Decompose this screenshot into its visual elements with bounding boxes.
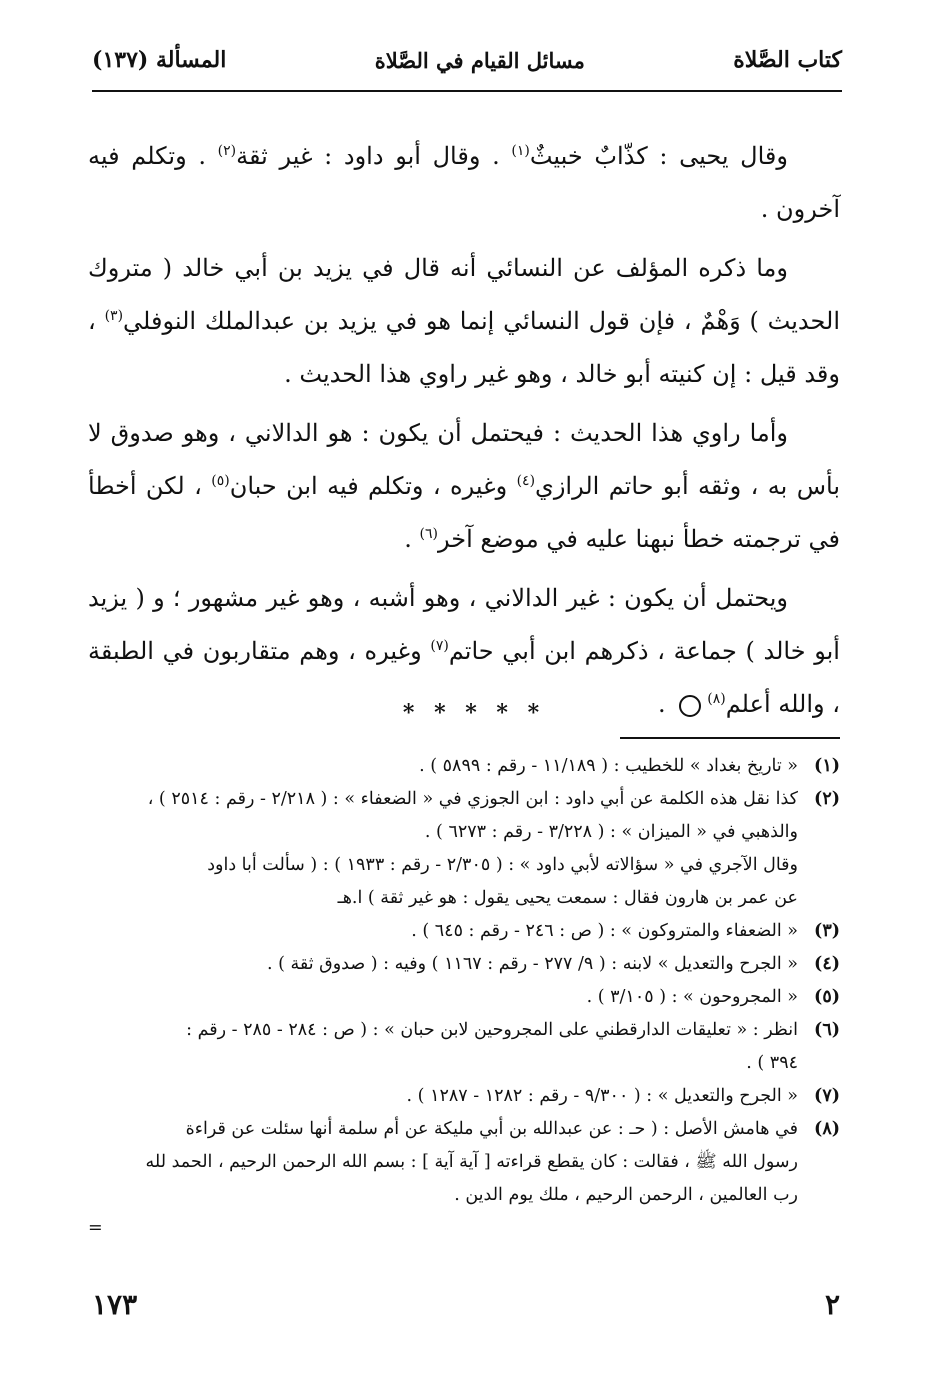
header-chapter-title: مسائل القيام في الصَّلاة	[374, 47, 585, 73]
footnote-8	[88, 1113, 840, 1146]
paragraph-3	[88, 407, 840, 566]
footnote-2	[88, 783, 840, 849]
header-issue-number: المسألة (١٣٧)	[92, 47, 227, 73]
footnote-4	[88, 948, 840, 981]
footnote-6	[88, 1014, 840, 1080]
footnote-text	[88, 1014, 798, 1080]
footnote-7	[88, 1080, 840, 1113]
footnote-text: « المجروحون » : ( ٣/١٠٥ ) .	[586, 987, 798, 1007]
footnote-number: (٧)	[814, 1086, 840, 1106]
paragraph-2	[88, 242, 840, 401]
footnote-line: رب العالمين ، الرحمن الرحيم ، ملك يوم الدين .	[454, 1185, 798, 1205]
footnote-number: (٨)	[814, 1119, 840, 1139]
footnotes	[88, 750, 840, 1245]
footnote-ref-1[interactable]: (١)	[511, 143, 530, 159]
footnote-line: والذهبي في « الميزان » : ( ٣/٢٢٨ - رقم : ٦٢٧٣ ) .	[424, 822, 798, 842]
footnote-ref-7[interactable]: (٧)	[430, 638, 449, 654]
footnote-ref-3[interactable]: (٣)	[104, 308, 124, 324]
paragraph-1	[88, 130, 840, 236]
footnote-number: (١)	[814, 756, 840, 776]
text-run: وأما راوي هذا الحديث : فيحتمل أن يكون : هو الدالاني ، وهو صدوق لا بأس به ، وثقه أبو حاتم الرازي	[88, 419, 840, 500]
footnote-rule	[620, 737, 840, 739]
footnote-text: « الضعفاء والمتروكون » : ( ص : ٢٤٦ - رقم : ٦٤٥ ) .	[411, 921, 798, 941]
text-run: ، وقد قيل : إن كنيته أبو خالد ، وهو غير راوي هذا الحديث .	[88, 307, 840, 388]
footnote-line: عن عمر بن هارون فقال : سمعت يحيى يقول : هو غير ثقة ) ا.هـ	[337, 888, 798, 908]
footnote-1	[88, 750, 840, 783]
footnote-3	[88, 915, 840, 948]
footnote-line: رسول الله ﷺ ، فقالت : كان يقطع قراءته [ آية آية ] : بسم الله الرحمن الرحيم ، الحمد لله	[145, 1152, 798, 1172]
text-run: . وقال أبو داود : غير ثقة	[236, 142, 512, 170]
text-run: .	[404, 525, 420, 553]
footnote-line: انظر : « تعليقات الدارقطني على المجروحين لابن حبان » : ( ص : ٢٨٤ - ٢٨٥ - رقم :	[186, 1020, 798, 1040]
main-text	[88, 130, 840, 737]
section-divider-stars: * * * * *	[402, 700, 546, 726]
header-book-title: كتاب الصَّلاة	[733, 47, 842, 73]
text-run: . وتكلم فيه آخرون .	[88, 142, 840, 223]
footnote-number: (٤)	[814, 954, 840, 974]
footnote-line: في هامش الأصل : ( حـ : عن عبدالله بن أبي مليكة عن أم سلمة أنها سئلت عن قراءة	[185, 1119, 798, 1139]
text-run: وقال يحيى : كذّابٌ خبيثٌ	[529, 142, 788, 170]
footnote-number: (٣)	[814, 921, 840, 941]
text-run: ، لكن أخطأ في ترجمته خطأ نبهنا عليه في موضع آخر	[88, 472, 840, 553]
footnote-ref-4[interactable]: (٤)	[516, 473, 536, 489]
volume-signature: ٢	[824, 1288, 840, 1321]
footnote-text	[88, 1113, 798, 1146]
footnote-ref-5[interactable]: (٥)	[211, 473, 230, 489]
text-run: .	[657, 690, 674, 718]
footnote-ref-2[interactable]: (٢)	[217, 143, 237, 159]
text-run: وغيره ، وتكلم فيه ابن حبان	[229, 472, 517, 500]
header-rule	[92, 90, 842, 92]
text-run: ويحتمل أن يكون : غير الدالاني ، وهو أشبه ، وهو غير مشهور ؛ و ( يزيد أبو خالد ) جماعة ، ذكرهم ابن أبي حاتم	[88, 584, 840, 665]
footnote-number: (٦)	[814, 1020, 840, 1040]
footnote-text: « تاريخ بغداد » للخطيب : ( ١١/١٨٩ - رقم : ٥٨٩٩ ) .	[419, 756, 798, 776]
footnote-8-continued	[88, 1146, 840, 1245]
footnote-line: كذا نقل هذه الكلمة عن أبي داود : ابن الجوزي في « الضعفاء » : ( ٢/٢١٨ - رقم : ٢٥١٤ ) ،	[147, 789, 798, 809]
running-header	[92, 40, 842, 80]
text-run: وما ذكره المؤلف عن النسائي أنه قال في يزيد بن أبي خالد ( متروك الحديث ) وَهْمٌ ، فإن قول النسائي إنما هو في يزيد بن عبدالملك النوفلي	[88, 254, 840, 335]
footnote-text: « الجرح والتعديل » لابنه : ( ٩/ ٢٧٧ - رقم : ١١٦٧ ) وفيه : ( صدوق ثقة ) .	[266, 954, 798, 974]
footnote-line: ٣٩٤ ) .	[746, 1053, 798, 1073]
continuation-mark: =	[88, 1218, 103, 1238]
text-run: وغيره ، وهم متقاربون في الطبقة ، والله أعلم	[88, 637, 840, 718]
footnote-line: وقال الآجري في « سؤالاته لأبي داود » : ( ٢/٣٠٥ - رقم : ١٩٣٣ ) : ( سألت أبا داود	[207, 855, 798, 875]
page-number: ١٧٣	[92, 1288, 138, 1321]
footnote-5	[88, 981, 840, 1014]
footnote-text: « الجرح والتعديل » : ( ٩/٣٠٠ - رقم : ١٢٨٢ - ١٢٨٧ ) .	[406, 1086, 798, 1106]
footnote-text	[88, 783, 798, 849]
footnote-number: (٢)	[814, 789, 840, 809]
footnote-2-continued	[88, 849, 840, 915]
footnote-ref-6[interactable]: (٦)	[419, 526, 438, 542]
footnote-number: (٥)	[814, 987, 840, 1007]
footnote-ref-8[interactable]: (٨)	[707, 691, 726, 707]
